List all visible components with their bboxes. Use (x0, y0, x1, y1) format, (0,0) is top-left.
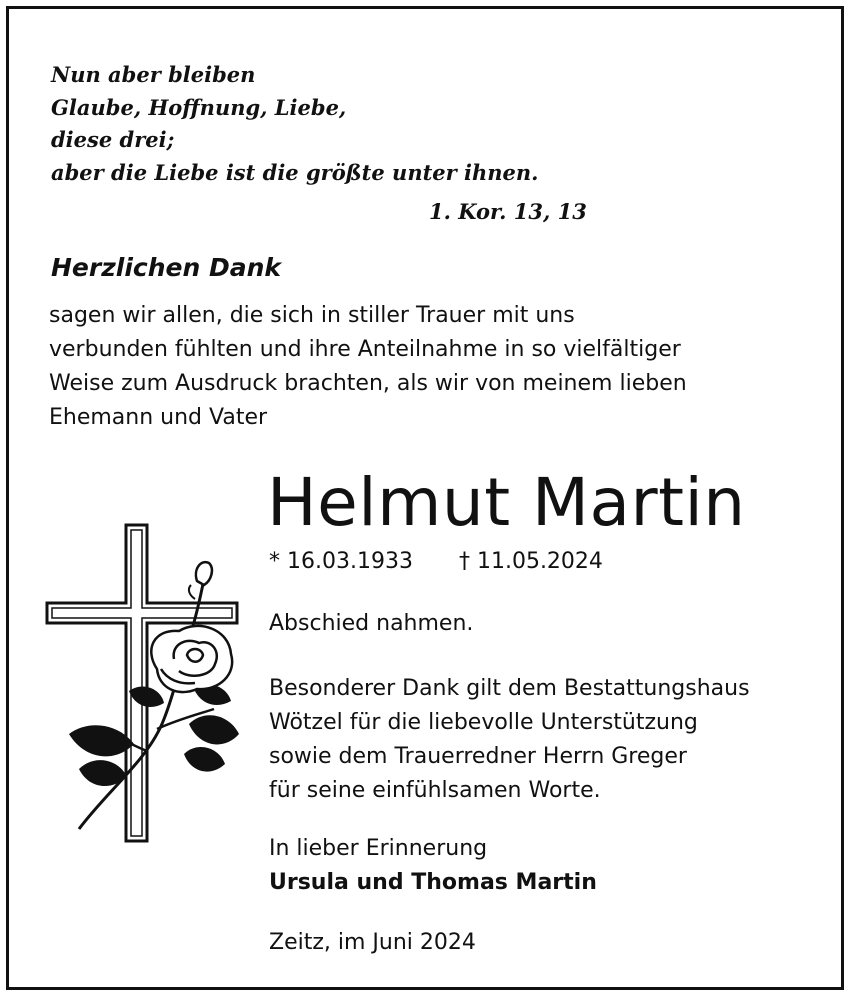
special-thanks-line: für seine einfühlsamen Worte. (269, 778, 601, 803)
bible-quote (51, 59, 538, 189)
thanks-line: verbunden fühlten und ihre Anteilnahme in so vielfältiger (49, 337, 681, 362)
thanks-line: Ehemann und Vater (49, 405, 268, 430)
signers: Ursula und Thomas Martin (269, 870, 597, 895)
special-thanks-line: Besonderer Dank gilt dem Bestattungshaus (269, 676, 750, 701)
death-date: † 11.05.2024 (458, 549, 603, 574)
memory-text: In lieber Erinnerung (269, 836, 488, 861)
special-thanks-line: Wötzel für die liebevolle Unterstützung (269, 710, 698, 735)
farewell-text: Abschied nahmen. (269, 611, 474, 636)
special-thanks-text (269, 672, 750, 808)
birth-date: * 16.03.1933 (269, 549, 413, 574)
thanks-line: sagen wir allen, die sich in stiller Trauer mit uns (49, 303, 575, 328)
cross-with-rose-icon (39, 519, 249, 849)
quote-line: Nun aber bleiben (51, 62, 256, 87)
thanks-line: Weise zum Ausdruck brachten, als wir von meinem lieben (49, 371, 687, 396)
quote-line: Glaube, Hoffnung, Liebe, (51, 94, 347, 120)
quote-line: aber die Liebe ist die größte unter ihnen. (51, 159, 539, 185)
thanks-text (49, 299, 687, 435)
quote-line: diese drei; (51, 127, 175, 152)
deceased-name: Helmut Martin (267, 464, 746, 541)
thanks-heading: Herzlichen Dank (51, 253, 282, 282)
obituary-card (6, 6, 844, 990)
quote-reference: 1. Kor. 13, 13 (429, 199, 587, 224)
place-date: Zeitz, im Juni 2024 (269, 930, 476, 955)
special-thanks-line: sowie dem Trauerredner Herrn Greger (269, 744, 687, 769)
life-dates (269, 549, 603, 574)
